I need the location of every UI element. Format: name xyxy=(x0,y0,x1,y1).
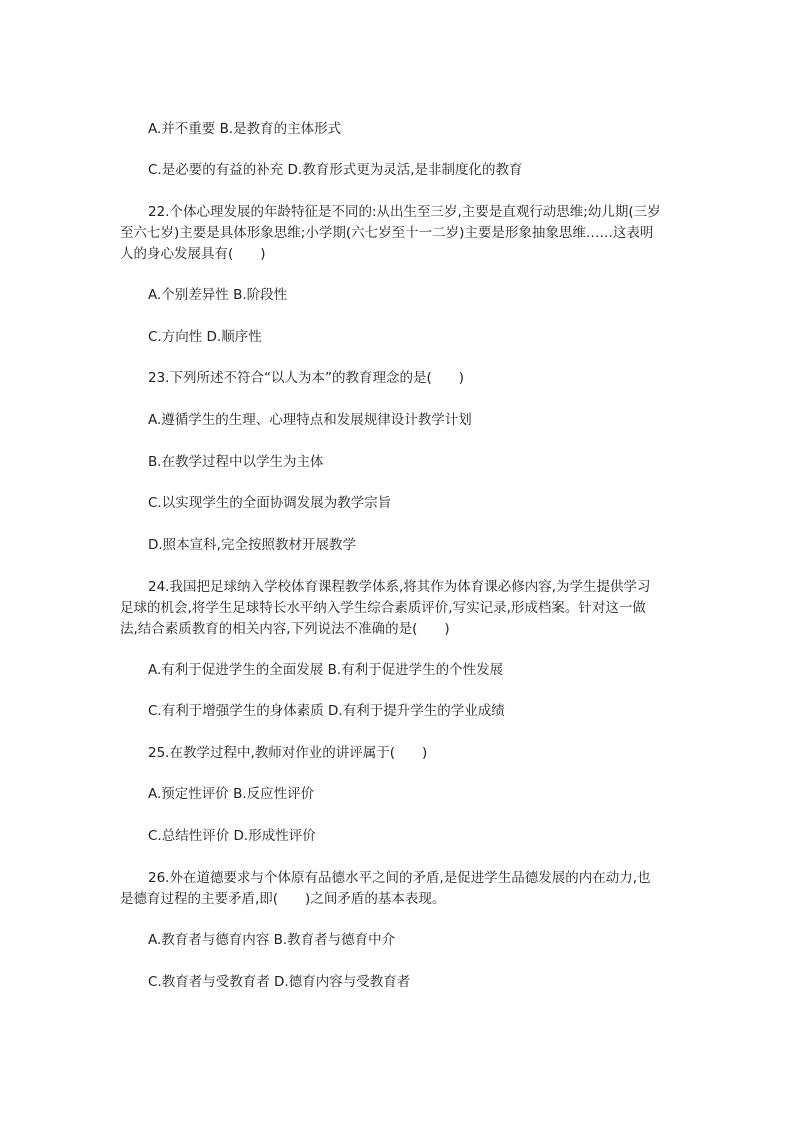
q22-options-ab: A.个别差异性 B.阶段性 xyxy=(148,287,288,303)
q21-options-cd: C.是必要的有益的补充 D.教育形式更为灵活,是非制度化的教育 xyxy=(148,162,523,178)
q24-stem-line-2: 足球的机会,将学生足球特长水平纳入学生综合素质评价,写实记录,形成档案。针对这一做 xyxy=(120,600,646,616)
q24-stem-line-3: 法,结合素质教育的相关内容,下列说法不准确的是( ) xyxy=(120,621,450,637)
q23-option-d: D.照本宣科,完全按照教材开展教学 xyxy=(148,537,356,553)
q22-options-cd: C.方向性 D.顺序性 xyxy=(148,329,262,345)
q25-options-cd: C.总结性评价 D.形成性评价 xyxy=(148,828,316,844)
q26-stem-line-1: 26.外在道德要求与个体原有品德水平之间的矛盾,是促进学生品德发展的内在动力,也 xyxy=(148,870,651,886)
q23-option-a: A.遵循学生的生理、心理特点和发展规律设计教学计划 xyxy=(148,412,472,428)
q25-options-ab: A.预定性评价 B.反应性评价 xyxy=(148,786,315,802)
q24-stem-line-1: 24.我国把足球纳入学校体育课程教学体系,将其作为体育课必修内容,为学生提供学习 xyxy=(148,579,651,595)
q26-options-cd: C.教育者与受教育者 D.德育内容与受教育者 xyxy=(148,974,411,990)
q22-stem-line-2: 至六七岁)主要是具体形象思维;小学期(六七岁至十一二岁)主要是形象抽象思维……这表明 xyxy=(120,225,654,241)
q23-stem: 23.下列所述不符合“以人为本”的教育理念的是( ) xyxy=(148,370,464,386)
q22-stem xyxy=(120,202,676,265)
q25-stem: 25.在教学过程中,教师对作业的讲评属于( ) xyxy=(148,745,428,761)
q26-options-ab: A.教育者与德育内容 B.教育者与德育中介 xyxy=(148,932,396,948)
q26-stem xyxy=(120,868,676,910)
q22-stem-line-1: 22.个体心理发展的年龄特征是不同的:从出生至三岁,主要是直观行动思维;幼儿期(三岁 xyxy=(148,204,661,220)
q24-stem xyxy=(120,577,676,640)
q23-option-c: C.以实现学生的全面协调发展为教学宗旨 xyxy=(148,495,392,511)
q26-stem-line-2: 是德育过程的主要矛盾,即( )之间矛盾的基本表现。 xyxy=(120,891,446,907)
q24-options-cd: C.有利于增强学生的身体素质 D.有利于提升学生的学业成绩 xyxy=(148,703,505,719)
q21-options-ab: A.并不重要 B.是教育的主体形式 xyxy=(148,121,342,137)
q24-options-ab: A.有利于促进学生的全面发展 B.有利于促进学生的个性发展 xyxy=(148,662,504,678)
q23-option-b: B.在教学过程中以学生为主体 xyxy=(148,454,324,470)
q22-stem-line-3: 人的身心发展具有( ) xyxy=(120,246,266,262)
